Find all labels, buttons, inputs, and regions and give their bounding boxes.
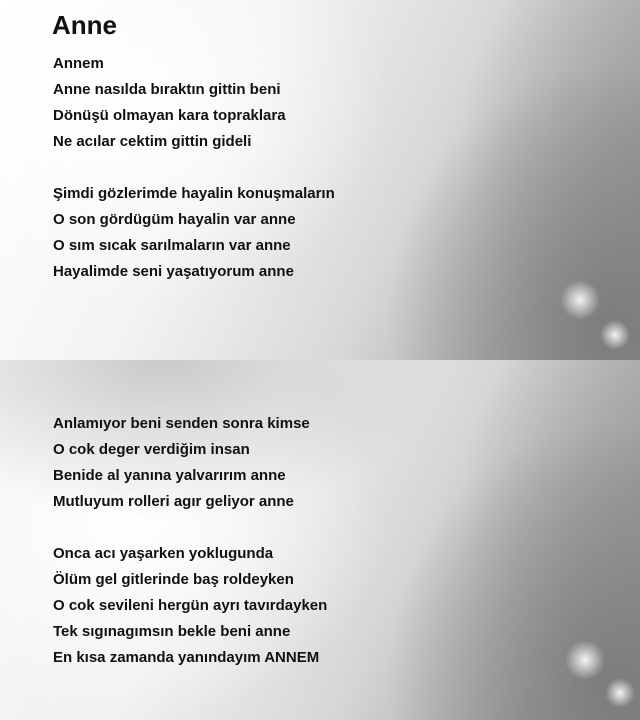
sparkle-decoration: [565, 640, 605, 680]
sparkle-decoration: [605, 678, 635, 708]
stanza-4: [53, 541, 327, 671]
poem-line: Benide al yanına yalvarırım anne: [53, 467, 286, 484]
poem-line: O sım sıcak sarılmaların var anne: [53, 237, 291, 254]
poem-image-bottom: [0, 360, 640, 720]
poem-line: En kısa zamanda yanındayım ANNEM: [53, 649, 320, 666]
poem-line: Ne acılar cektim gittin gideli: [53, 133, 252, 150]
poem-line: O cok sevileni hergün ayrı tavırdayken: [53, 597, 328, 614]
sparkle-decoration: [600, 320, 630, 350]
poem-line: Tek sıgınagımsın bekle beni anne: [53, 623, 291, 640]
stanza-2: [53, 181, 335, 285]
stanza-1: [53, 51, 286, 155]
poem-line: Annem: [53, 55, 104, 72]
poem-line: Şimdi gözlerimde hayalin konuşmaların: [53, 185, 335, 202]
poem-line: O son gördügüm hayalin var anne: [53, 211, 296, 228]
poem-line: Anne nasılda bıraktın gittin beni: [53, 81, 281, 98]
poem-line: Onca acı yaşarken yoklugunda: [53, 545, 274, 562]
poem-line: Ölüm gel gitlerinde baş roldeyken: [53, 571, 294, 588]
poem-line: Mutluyum rolleri agır geliyor anne: [53, 493, 294, 510]
poem-line: Anlamıyor beni senden sonra kimse: [53, 415, 310, 432]
stanza-3: [53, 411, 310, 515]
poem-line: O cok deger verdiğim insan: [53, 441, 250, 458]
poem-line: Hayalimde seni yaşatıyorum anne: [53, 263, 294, 280]
poem-title: Anne: [52, 10, 117, 40]
sparkle-decoration: [560, 280, 600, 320]
poem-line: Dönüşü olmayan kara topraklara: [53, 107, 286, 124]
